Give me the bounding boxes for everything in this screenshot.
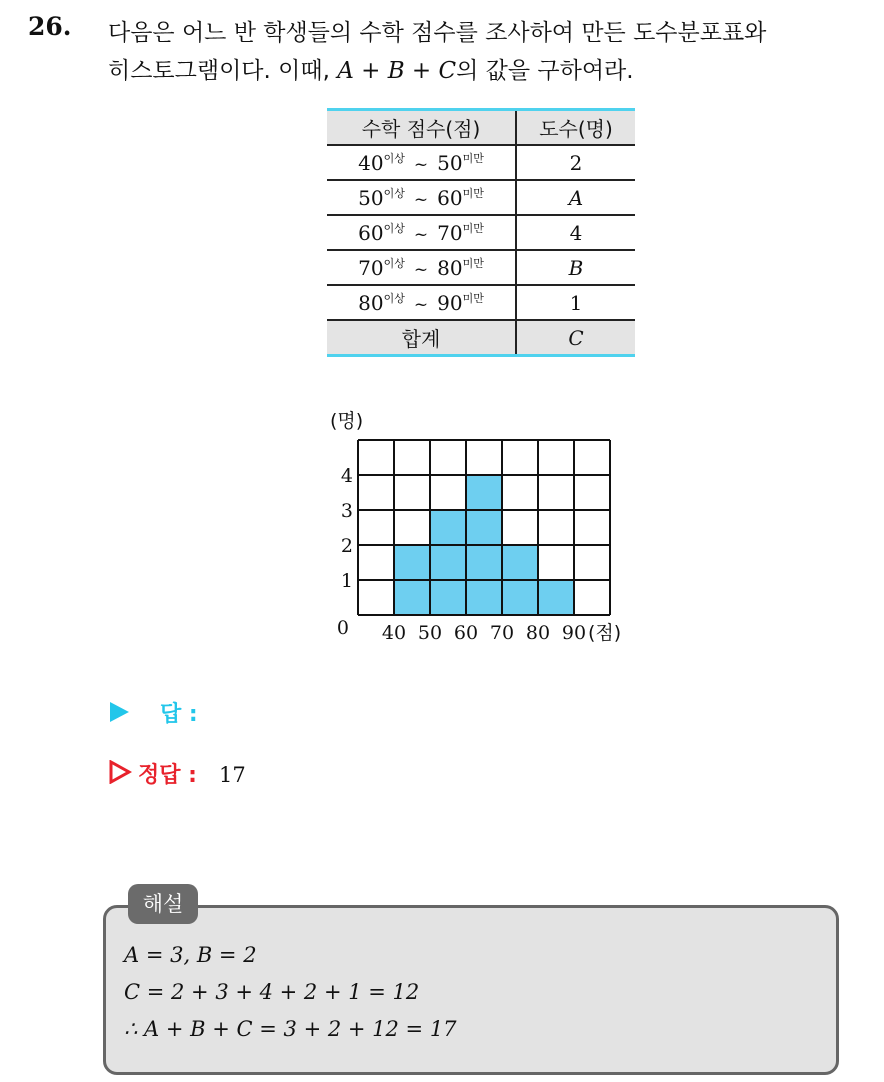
y-tick-label: 2 [340, 535, 353, 557]
table-header-row [327, 110, 635, 146]
explanation-badge: 해설 [128, 884, 198, 924]
play-triangle-icon [108, 701, 130, 723]
y-tick-label: 4 [340, 465, 353, 487]
x-tick-label: 50 [417, 622, 443, 644]
score-range-cell: $50^{이상}$ ~ $60^{미만}$ [327, 180, 516, 215]
score-range-cell: $60^{이상}$ ~ $70^{미만}$ [327, 215, 516, 250]
count-cell: A [516, 180, 635, 215]
count-cell: 2 [516, 145, 635, 180]
table-row [327, 215, 635, 250]
question-line-1: 다음은 어느 반 학생들의 수학 점수를 조사하여 만든 도수분포표와 [108, 20, 767, 46]
table-row [327, 180, 635, 215]
question-math: A + B + C [337, 58, 457, 84]
total-label: 합계 [327, 320, 516, 356]
explanation-line-1: A = 3, B = 2 [124, 943, 257, 967]
header-count: 도수(명) [516, 110, 635, 146]
explanation-text [124, 937, 457, 1048]
question-line-2-a: 히스토그램이다. 이때, [108, 58, 338, 84]
table-total-row [327, 320, 635, 356]
x-tick-label: 80 [525, 622, 551, 644]
table-row [327, 285, 635, 320]
y-tick-label: 3 [340, 500, 353, 522]
histogram-bar [430, 510, 466, 615]
score-range-cell: $70^{이상}$ ~ $80^{미만}$ [327, 250, 516, 285]
explanation-line-2: C = 2 + 3 + 4 + 2 + 1 = 12 [124, 980, 420, 1004]
count-cell: 4 [516, 215, 635, 250]
histogram-chart [320, 400, 650, 650]
header-score: 수학 점수(점) [327, 110, 516, 146]
score-range-cell: $40^{이상}$ ~ $50^{미만}$ [327, 145, 516, 180]
answer-label: 답 : [160, 702, 198, 727]
question-text [108, 14, 868, 90]
x-tick-label: 70 [489, 622, 515, 644]
question-line-2 [108, 52, 868, 90]
answer-row [108, 697, 198, 728]
question-line-2-b: 의 값을 구하여라. [456, 58, 634, 84]
histogram-bar [538, 580, 574, 615]
x-axis-label: (점) [588, 622, 622, 644]
total-value: C [516, 320, 635, 356]
y-axis-label: (명) [330, 410, 364, 432]
correct-answer-row [108, 758, 246, 789]
correct-answer-value: 17 [218, 763, 246, 787]
score-range-cell: $80^{이상}$ ~ $90^{미만}$ [327, 285, 516, 320]
x-tick-label: 90 [561, 622, 587, 644]
table-row [327, 250, 635, 285]
y-tick-label: 1 [340, 570, 353, 592]
count-cell: B [516, 250, 635, 285]
x-tick-label: 40 [381, 622, 407, 644]
x-tick-label: 60 [453, 622, 479, 644]
count-cell: 1 [516, 285, 635, 320]
origin-label: 0 [336, 617, 349, 639]
outline-triangle-icon [108, 760, 132, 784]
correct-answer-label: 정답 : [138, 763, 197, 788]
table-row [327, 145, 635, 180]
explanation-line-3: ∴ A + B + C = 3 + 2 + 12 = 17 [124, 1017, 457, 1041]
question-number: 26. [28, 12, 72, 41]
frequency-table [327, 108, 635, 357]
